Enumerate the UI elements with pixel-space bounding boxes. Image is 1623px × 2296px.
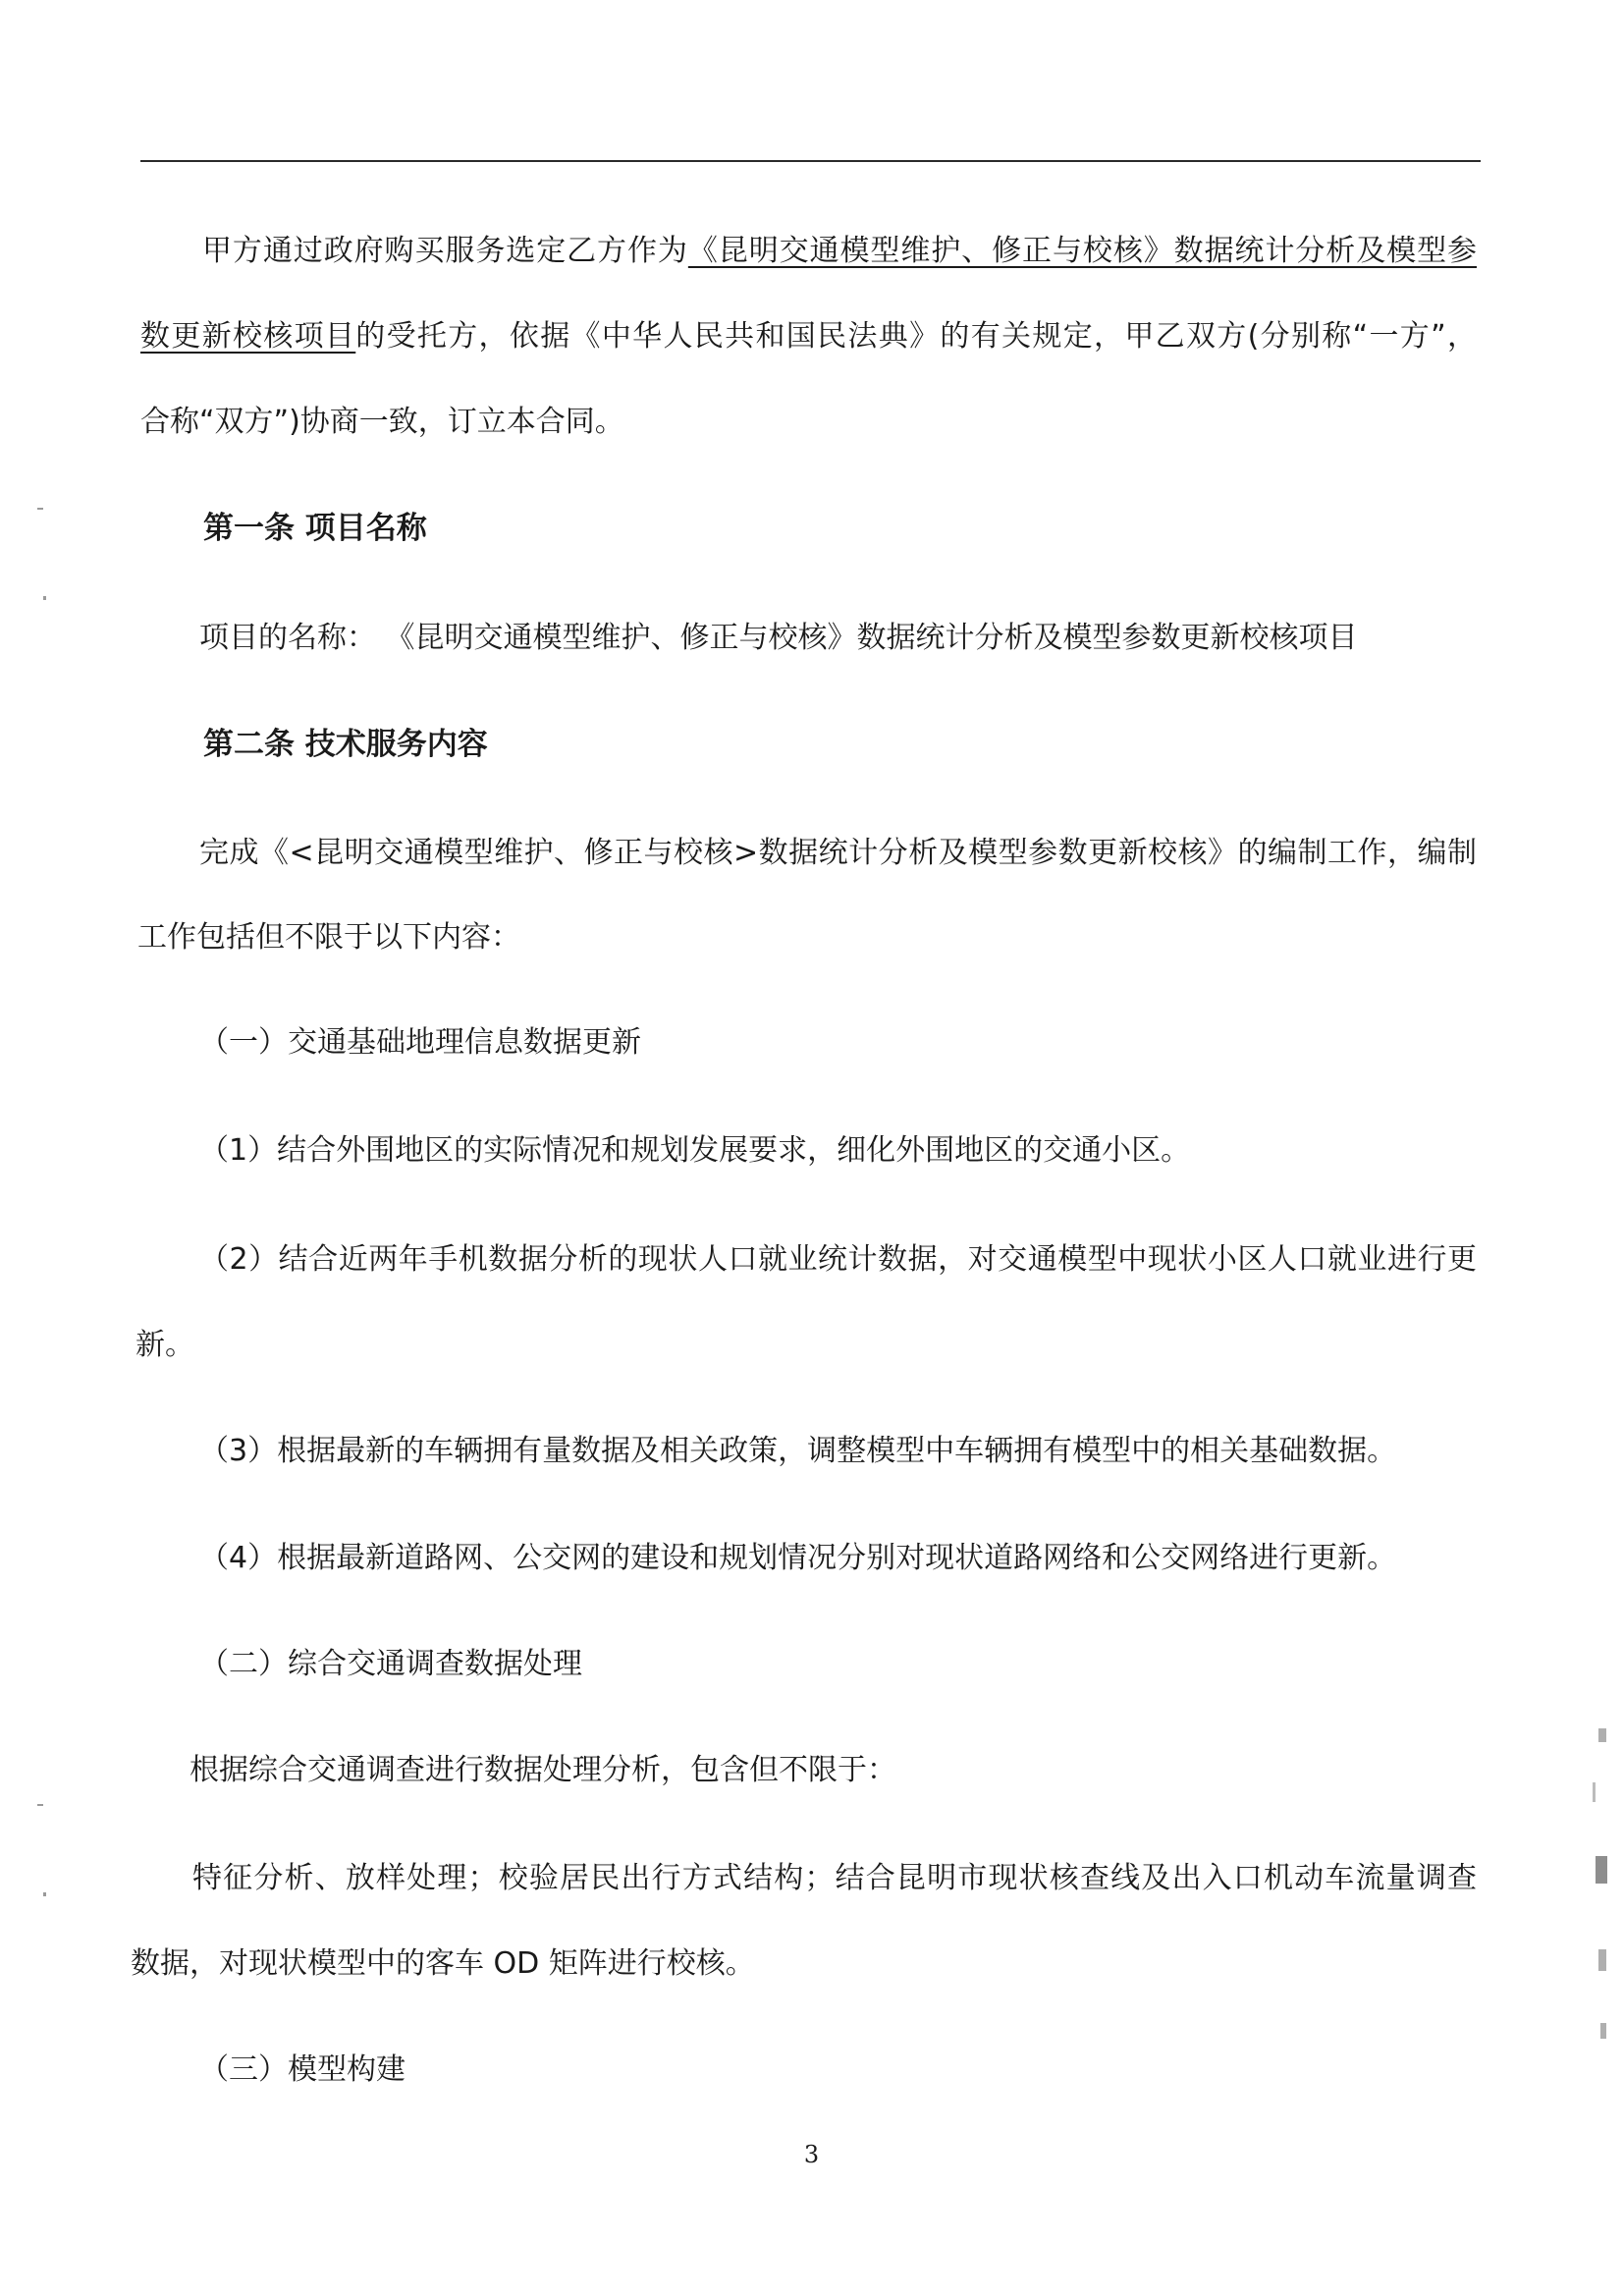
section-1-item-4: （4）根据最新道路网、公交网的建设和规划情况分别对现状道路网络和公交网络进行更新。 (199, 1541, 1397, 1575)
section-2-line-1: 根据综合交通调查进行数据处理分析，包含但不限于： (189, 1753, 896, 1787)
header-rule (140, 160, 1481, 162)
intro-line-1 (140, 232, 1477, 271)
section-1-item-3: （3）根据最新的车辆拥有量数据及相关政策，调整模型中车辆拥有模型中的相关基础数据。 (199, 1434, 1397, 1468)
section-2-title: （二）综合交通调查数据处理 (199, 1647, 582, 1681)
article-1-project-name: 项目的名称： 《昆明交通模型维护、修正与校核》数据统计分析及模型参数更新校核项目 (199, 621, 1358, 655)
scan-speck (43, 596, 46, 600)
scan-edge-mark (1598, 1949, 1606, 1971)
intro-line-3: 合称“双方”)协商一致，订立本合同。 (140, 405, 624, 439)
intro-text-2: 的受托方，依据《中华人民共和国民法典》的有关规定，甲乙双方(分别称“一方”， (355, 319, 1477, 354)
scan-edge-mark (1598, 1728, 1606, 1742)
section-1-item-1: （1）结合外围地区的实际情况和规划发展要求，细化外围地区的交通小区。 (199, 1133, 1191, 1168)
section-2-line-2: 特征分析、放样处理；校验居民出行方式结构；结合昆明市现状核查线及出入口机动车流量调查 (192, 1861, 1477, 1895)
intro-line-2 (140, 317, 1477, 356)
section-1-item-2-line-1: （2）结合近两年手机数据分析的现状人口就业统计数据，对交通模型中现状小区人口就业进行更 (199, 1242, 1477, 1277)
article-2-intro-line-2: 工作包括但不限于以下内容： (137, 920, 520, 955)
scan-speck (37, 1804, 43, 1806)
section-1-title: （一）交通基础地理信息数据更新 (199, 1025, 641, 1060)
scan-edge-mark (1593, 1782, 1596, 1802)
project-title-underlined-cont: 数更新校核项目 (140, 319, 356, 354)
scan-speck (37, 508, 43, 510)
article-2-heading: 第二条 技术服务内容 (203, 727, 488, 762)
intro-text-1: 甲方通过政府购买服务选定乙方作为 (202, 234, 688, 268)
scan-edge-mark (1600, 2023, 1606, 2039)
page-number: 3 (803, 2141, 820, 2168)
scan-speck (43, 1892, 46, 1896)
section-3-title: （三）模型构建 (199, 2052, 406, 2087)
scan-edge-mark (1596, 1856, 1607, 1884)
article-1-heading: 第一条 项目名称 (203, 511, 427, 546)
article-2-intro-line-1: 完成《<昆明交通模型维护、修正与校核>数据统计分析及模型参数更新校核》的编制工作，编制 (199, 836, 1477, 870)
section-1-item-2-line-2: 新。 (135, 1328, 194, 1362)
project-title-underlined: 《昆明交通模型维护、修正与校核》数据统计分析及模型参 (687, 234, 1478, 268)
section-2-line-3: 数据，对现状模型中的客车 OD 矩阵进行校核。 (131, 1946, 755, 1981)
